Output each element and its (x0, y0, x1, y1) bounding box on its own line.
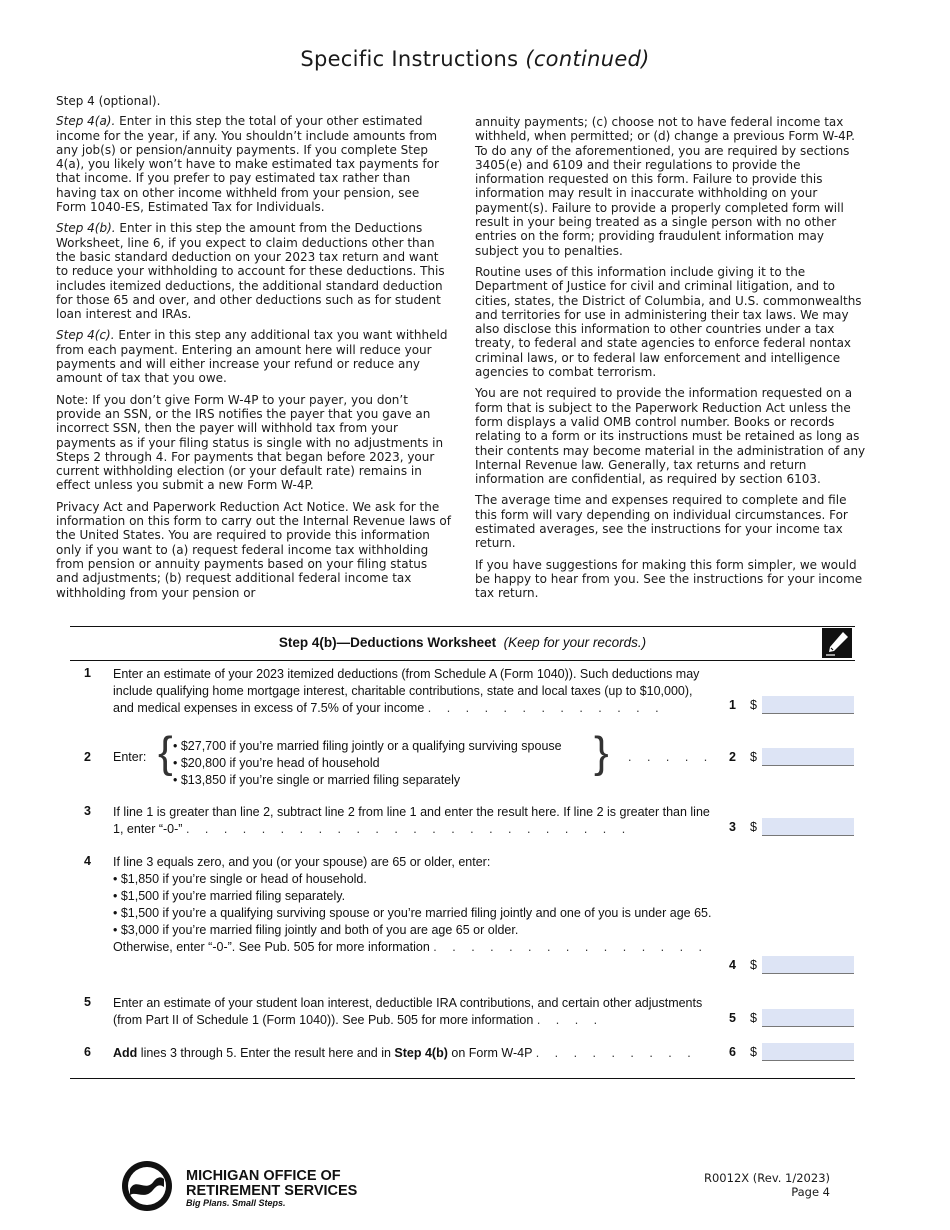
note-paragraph: Note: If you don’t give Form W-4P to your payer, you don’t provide an SSN, or the IRS notifies the payer that you gave an incorrect SSN, then the payer will withhold tax from your payments as if your filing status is single with no adjustments in Steps 2 through 4. For payments that began before 2023, your current withholding election (or your default rate) remains in effect unless you submit a new Form W-4P. (56, 392, 444, 493)
line-2-option-2: • $20,800 if you’re head of household (173, 756, 380, 770)
line-1-dots: . . . . . . . . . . . . . (427, 701, 665, 715)
line-4-otherwise-text: Otherwise, enter “-0-”. See Pub. 505 for more information (113, 940, 430, 954)
line-4-otherwise (113, 939, 713, 956)
step4a-text: Enter in this step the total of your other estimated income for the year, if any. You shouldn’t include amounts from any job(s) or pension/annuity payments. If you complete Step 4(a), you likely won’t have to make estimated tax payments for that income. If you prefer to pay estimated tax rather than having tax on other income withheld from your pension, see Form 1040-ES, Estimated Tax for Individuals. (56, 114, 439, 215)
step4c-text: Enter in this step any additional tax you want withheld from each payment. Entering an amount here will reduce your payments and will either increase your refund or reduce any amount of tax that you owe. (56, 328, 448, 386)
worksheet-top-rule (70, 626, 855, 627)
line-5-ref-number: 5 (729, 1011, 736, 1025)
line-6-text-end: on Form W-4P (447, 1046, 533, 1060)
line-1-text (113, 666, 713, 717)
line-6-dots: . . . . . . . . . (535, 1046, 697, 1060)
line-5-amount-input[interactable] (762, 1009, 854, 1027)
line-3-dots: . . . . . . . . . . . . . . . . . . . . . . . . (185, 822, 632, 836)
line-4-bullet-1: • $1,850 if you’re single or head of household. (113, 872, 367, 886)
line-6-ref-number: 6 (729, 1045, 736, 1059)
line-4-bullet-2: • $1,500 if you’re married filing separately. (113, 889, 346, 903)
line-3-dollar: $ (750, 820, 757, 834)
logo-line-1: MICHIGAN OFFICE OF (186, 1168, 341, 1184)
line-2-dots: . . . . . (628, 750, 714, 764)
worksheet-title-bold: Step 4(b)—Deductions Worksheet (278, 635, 497, 650)
line-4-dollar: $ (750, 958, 757, 972)
deductions-worksheet (70, 626, 855, 1079)
pen-icon (822, 628, 852, 658)
line-6-step-ref: Step 4(b) (394, 1046, 448, 1060)
line-2-options (173, 738, 593, 789)
line-6-text-mid: lines 3 through 5. Enter the result here and in (137, 1046, 395, 1060)
page-number: Page 4 (791, 1185, 830, 1199)
line-2-option-3: • $13,850 if you’re single or married filing separately (173, 773, 461, 787)
line-5-dollar: $ (750, 1011, 757, 1025)
mors-logo (120, 1159, 400, 1213)
line-1-description: Enter an estimate of your 2023 itemized deductions (from Schedule A (Form 1040)). Such deductions may include qualifying home mortgage interest, charitable contributions, state and local taxes (up to $10,000), and medical expenses in excess of 7.5% of your income (113, 667, 700, 715)
line-2-ref-number: 2 (729, 750, 736, 764)
line-3-ref-number: 3 (729, 820, 736, 834)
line-5-text (113, 995, 713, 1029)
line-2-amount-input[interactable] (762, 748, 854, 766)
line-6-dollar: $ (750, 1045, 757, 1059)
line-6-number: 6 (84, 1045, 91, 1059)
step4a-paragraph (56, 114, 451, 214)
line-2-number: 2 (84, 750, 91, 764)
line-6-amount-input[interactable] (762, 1043, 854, 1061)
step4c-paragraph (56, 328, 451, 385)
line-4-amount-input[interactable] (762, 956, 854, 974)
right-column (475, 115, 870, 608)
line-4-bullet-4: • $3,000 if you’re married filing jointly and both of you are age 65 or older. (113, 923, 519, 937)
right-brace: } (594, 728, 609, 777)
step4b-paragraph (56, 221, 451, 321)
line-4-number: 4 (84, 854, 91, 868)
right-para-2: Routine uses of this information include giving it to the Department of Justice for civil and criminal litigation, and to cities, states, the District of Columbia, and U.S. commonwealths and territories for use in administering their tax laws. We may also disclose this information to other countries under a tax treaty, to federal and state agencies to enforce federal nontax criminal laws, or to federal law enforcement and intelligence agencies to combat terrorism. (475, 264, 862, 380)
form-id: R0012X (Rev. 1/2023) (704, 1171, 830, 1185)
privacy-text: We ask for the information on this form to carry out the Internal Revenue laws of the United States. You are required to provide this information only if you want to (a) request federal income tax withholding from pension or annuity payments based on your filing status and adjustments; (b) request additional federal income tax withholding from your pension or (56, 499, 451, 600)
line-3-description: If line 1 is greater than line 2, subtract line 2 from line 1 and enter the result here. If line 2 is greater than line 1, enter “-0-” (113, 805, 710, 836)
worksheet-title-italic: (Keep for your records.) (503, 635, 647, 650)
step4c-label: Step 4(c). (56, 328, 115, 343)
line-4-dots: . . . . . . . . . . . . . . . (433, 940, 709, 954)
line-1-dollar: $ (750, 698, 757, 712)
line-1-ref-number: 1 (729, 698, 736, 712)
line-5-number: 5 (84, 995, 91, 1009)
line-4-ref-number: 4 (729, 958, 736, 972)
worksheet-title (70, 635, 855, 650)
line-6-add: Add (113, 1046, 138, 1060)
left-column (56, 94, 451, 607)
line-3-text (113, 804, 713, 838)
right-para-1: annuity payments; (c) choose not to have federal income tax withheld, when permitted; or (d) change a previous Form W-4P. To do any of the aforementioned, you are required by sections 3405(e) and 6109 and their regulations to provide the information requested on this form. Failure to provide this information may result in inaccurate withholding on your payment(s). Failure to provide a properly completed form will result in your being treated as a single person with no other entries on the form; providing fraudulent information may subject you to penalties. (475, 115, 855, 258)
title-italic: (continued) (525, 47, 650, 71)
step4-heading: Step 4 (optional). (56, 94, 161, 108)
line-5-dots: . . . . (536, 1013, 604, 1027)
line-3-number: 3 (84, 804, 91, 818)
left-brace: { (158, 728, 173, 777)
line-2-dollar: $ (750, 750, 757, 764)
line-1-number: 1 (84, 666, 91, 680)
step4a-label: Step 4(a). (56, 114, 116, 129)
line-5-description: Enter an estimate of your student loan interest, deductible IRA contributions, and certain other adjustments (from Part II of Schedule 1 (Form 1040)). See Pub. 505 for more information (113, 996, 703, 1027)
right-para-4: The average time and expenses required to complete and file this form will vary depending on individual circumstances. For estimated averages, see the instructions for your income tax return. (475, 493, 848, 551)
privacy-label: Privacy Act and Paperwork Reduction Act Notice. (56, 499, 349, 514)
title-main: Specific Instructions (300, 47, 519, 71)
line-4-bullet-3: • $1,500 if you’re a qualifying surviving spouse or you’re married filing jointly and one of you is under age 65. (113, 906, 712, 920)
line-2-label: Enter: (113, 750, 147, 764)
logo-tagline: Big Plans. Small Steps. (186, 1198, 286, 1208)
logo-line-2: RETIREMENT SERVICES (186, 1183, 358, 1199)
line-4-text (113, 854, 713, 956)
step4b-label: Step 4(b). (56, 221, 116, 236)
right-para-5: If you have suggestions for making this form simpler, we would be happy to hear from you. See the instructions for your income tax return. (475, 557, 863, 601)
footer-form-info (688, 1171, 830, 1199)
line-1-amount-input[interactable] (762, 696, 854, 714)
right-para-3: You are not required to provide the information requested on a form that is subject to the Paperwork Reduction Act unless the form displays a valid OMB control number. Books or records relating to a form or its instructions must be retained as long as their contents may become material in the administration of any Internal Revenue law. Generally, tax returns and return information are confidential, as required by section 6103. (475, 386, 866, 487)
line-4-intro: If line 3 equals zero, and you (or your spouse) are 65 or older, enter: (113, 855, 491, 869)
line-2-option-1: • $27,700 if you’re married filing jointly or a qualifying surviving spouse (173, 739, 562, 753)
step4b-text: Enter in this step the amount from the Deductions Worksheet, line 6, if you expect to claim deductions other than the basic standard deduction on your 2023 tax return and want to reduce your withholding to account for these deductions. This includes itemized deductions, the additional standard deduction for those 65 and over, and other deductions such as for student loan interest and IRAs. (56, 221, 445, 322)
privacy-paragraph (56, 500, 451, 600)
worksheet-bottom-rule (70, 1078, 855, 1079)
worksheet-header-rule (70, 660, 855, 661)
line-3-amount-input[interactable] (762, 818, 854, 836)
line-6-text (113, 1045, 713, 1062)
page-title (0, 47, 950, 71)
